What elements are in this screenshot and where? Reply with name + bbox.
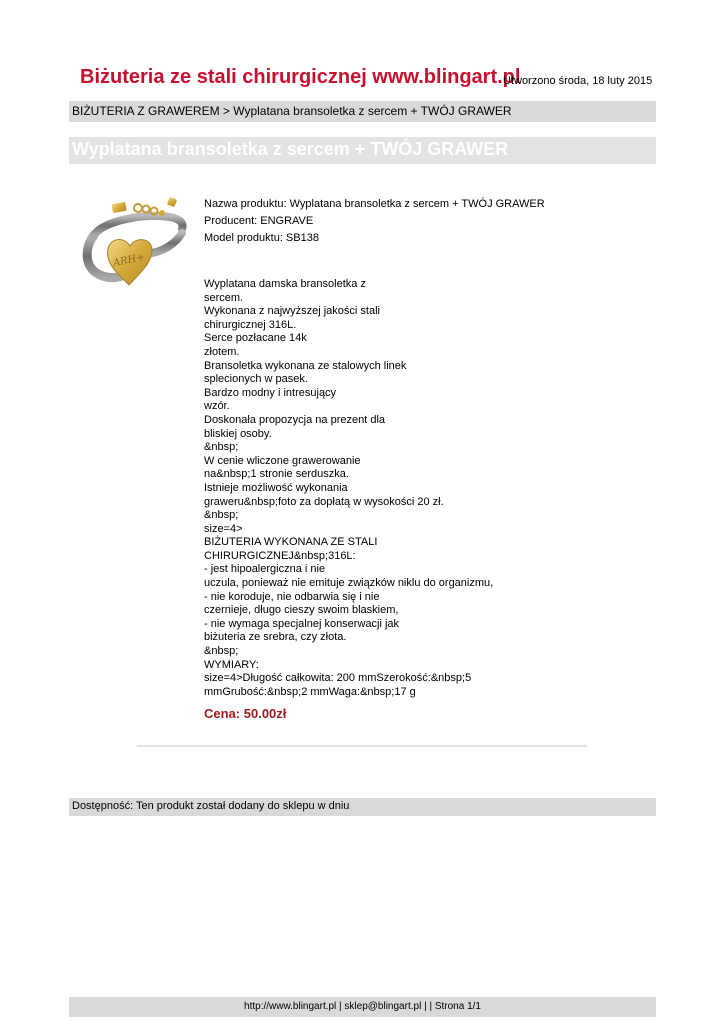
description-line: Bransoletka wykonana ze stalowych linek — [204, 359, 407, 372]
description-line: - nie wymaga specjalnej konserwacji jak — [204, 617, 400, 630]
description-line: wzór. — [204, 400, 230, 413]
description-line: Serce pozłacane 14k — [204, 332, 307, 345]
description-line: Wykonana z najwyższej jakości stali — [204, 305, 380, 318]
description-line: chirurgicznej 316L. — [204, 318, 297, 331]
separator — [137, 745, 587, 747]
description-line: WYMIARY: — [204, 658, 259, 671]
description-line: biżuteria ze srebra, czy złota. — [204, 631, 347, 644]
description-line: &nbsp; — [204, 645, 239, 658]
description-line: CHIRURGICZNEJ&nbsp;316L: — [204, 549, 356, 562]
product-image — [72, 193, 192, 293]
product-price — [204, 706, 286, 721]
description-line: &nbsp; — [204, 509, 239, 522]
product-description — [204, 278, 624, 699]
description-line: - jest hipoalergiczna i nie — [204, 563, 326, 576]
product-heading: Wyplatana bransoletka z sercem + TWÓJ GRAWER — [69, 137, 656, 164]
product-name: Nazwa produktu: Wyplatana bransoletka z sercem + TWÓJ GRAWER — [204, 198, 545, 210]
price-label: Cena: — [204, 706, 241, 721]
description-line: size=4> — [204, 522, 243, 535]
description-line: Wyplatana damska bransoletka z — [204, 278, 366, 290]
description-line: graweru&nbsp;foto za dopłatą w wysokości 20 zł. — [204, 495, 444, 508]
description-line: sercem. — [204, 291, 244, 304]
description-line: czernieje, długo cieszy swoim blaskiem, — [204, 604, 399, 617]
description-line: na&nbsp;1 stronie serduszka. — [204, 468, 349, 481]
footer-bar: http://www.blingart.pl | sklep@blingart.pl | | Strona 1/1 — [69, 997, 656, 1017]
description-line: złotem. — [204, 345, 240, 358]
description-line: Doskonała propozycja na prezent dla — [204, 413, 386, 426]
product-manufacturer: Producent: ENGRAVE — [204, 215, 314, 227]
product-model: Model produktu: SB138 — [204, 232, 319, 244]
description-line: splecionych w pasek. — [204, 373, 308, 386]
price-value: 50.00zł — [243, 706, 287, 721]
breadcrumb: BIŻUTERIA Z GRAWEREM > Wyplatana bransoletka z sercem + TWÓJ GRAWER — [69, 101, 656, 122]
description-line: bliskiej osoby. — [204, 427, 272, 440]
description-line: mmGrubość:&nbsp;2 mmWaga:&nbsp;17 g — [204, 685, 416, 698]
description-line: W cenie wliczone grawerowanie — [204, 454, 361, 467]
site-title: Biżuteria ze stali chirurgicznej www.blingart.pl — [80, 66, 521, 88]
description-line: - nie koroduje, nie odbarwia się i nie — [204, 590, 380, 603]
description-line: BIŻUTERIA WYKONANA ZE STALI — [204, 536, 378, 549]
description-line: Istnieje możliwość wykonania — [204, 481, 348, 494]
description-line: &nbsp; — [204, 441, 239, 454]
product-details — [204, 196, 624, 247]
created-date: Utworzono środa, 18 luty 2015 — [503, 75, 653, 87]
description-line: uczula, ponieważ nie emituje związków niklu do organizmu, — [204, 577, 494, 590]
availability-bar: Dostępność: Ten produkt został dodany do sklepu w dniu — [69, 798, 656, 816]
description-line: Bardzo modny i intresujący — [204, 386, 337, 399]
description-line: size=4>Długość całkowita: 200 mmSzerokość:&nbsp;5 — [204, 672, 472, 685]
engraving-text: ARH+ — [112, 251, 146, 270]
